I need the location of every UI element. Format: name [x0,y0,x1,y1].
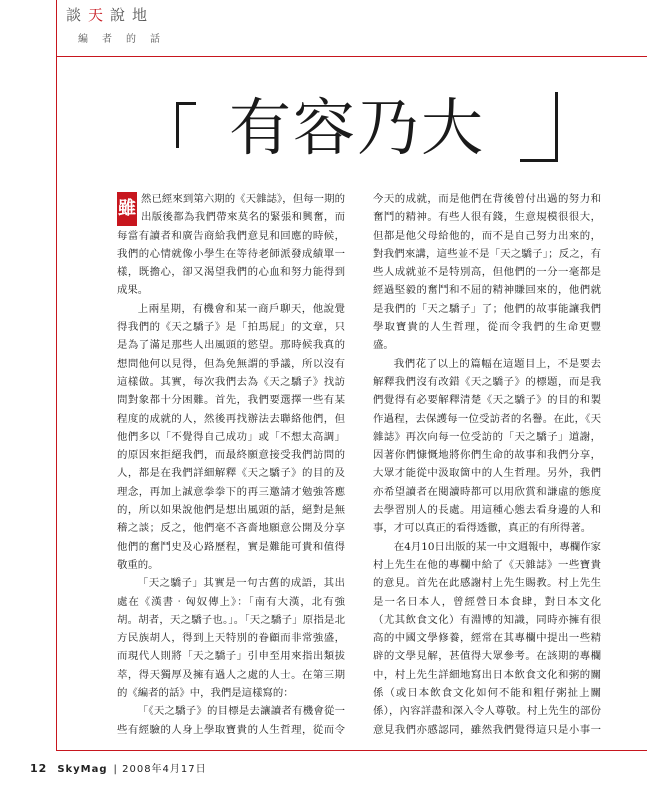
frame-left-rule [56,56,57,750]
section-title-part-1: 談 [66,6,89,24]
section-title-part-2: 說地 [110,6,155,24]
title-close-bracket [520,92,558,162]
article-title [165,88,485,168]
section-title [66,4,154,25]
article-column-right [373,190,601,738]
paragraph-text: 然已經來到第六期的《天雜誌》，但每一期的出版後都為我們帶來莫名的緊張和興奮，而每當有讀者和廣告商給我們意見和回應的時候，我們的心情就像小學生在等待老師派發成績單一樣，既擔心，卻又渴望我們的心血和努力能得到成果。 [117,193,345,297]
page-number: 12 [30,762,48,775]
section-title-accent: 天 [88,6,111,24]
article-title-text: 有容乃大 [229,91,486,164]
paragraph: 在4月10日出版的某一中文週報中，專欄作家村上先生在他的專欄中給了《天雜誌》一些寶貴的意見。首先在此感謝村上先生賜教。村上先生是一名日本人，曾經營日本食肆，對日本文化（尤其飲食文化）有淵博的知識，同時亦擁有很高的中國文學修養，經常在其專欄中提出一些精辟的文學見解，甚值得大眾參考。在該期的專欄中，村上先生詳細地寫出日本飲食文化和粥的關係（或日本飲食文化如何不能和粗仔粥扯上關係），內容詳盡和深入令人尊敬。村上先生的部份意見我們亦感認同，雖然我們覺得這只是小事一 [373,540,601,736]
paragraph [117,190,345,300]
paragraph-quote: 「《天之驕子》的目標是去讓讀者有機會從一些有經驗的人身上學取寶貴的人生哲理，從而令 [117,705,345,736]
article-column-left [117,190,345,738]
header-divider [56,0,57,56]
issue-date: 2008年4月17日 [122,764,207,775]
frame-bottom-rule [56,750,647,751]
paragraph: 我們花了以上的篇幅在這題目上，不是要去解釋我們沒有改錯《天之驕子》的標題，而是我們覺得有必要解釋清楚《天之驕子》的目的和製作過程，去保護每一位受訪者的名譽。在此，《天雜誌》再次向每一位受訪的「天之驕子」道謝，因著你們慷慨地將你們生命的故事和我們分享，大眾才能從中汲取箇中的人生哲理。另外，我們亦希望讀者在閱讀時都可以用欣賞和謙虛的態度去學習別人的長處。用這種心態去看身邊的人和事，才可以真正的看得透徹，真正的有所得著。 [373,357,601,535]
drop-cap: 雖 [117,192,137,226]
paragraph: 今天的成就，而是他們在背後曾付出過的努力和奮鬥的精神。有些人很有錢，生意規模很很大，但都是他父母給他的，而不是自己努力出來的，對我們來講，這些並不是「天之驕子」；反之，有些人成就並不是特別高，但他們的一分一毫都是經過堅毅的奮鬥和不屈的精神賺回來的，他們就是我們的「天之驕子」了；他們的故事能讓我們學取寶貴的人生哲理，從而令我們的生命更豐盛。 [373,193,601,352]
footer-separator: | [113,764,118,775]
paragraph: 「天之驕子」其實是一句古舊的成語，其出處在《漢書‧匈奴傳上》：「南有大漢，北有強胡。胡者，天之驕子也。」。「天之驕子」原指是北方民族胡人，得到上天特別的眷顧而非常強盛，而現代人則將「天之驕子」引申至用來指出類拔萃，得天獨厚及擁有過人之處的人士。在第三期的《編者的話》中，我們是這樣寫的： [117,577,345,700]
page-footer [30,760,207,775]
paragraph: 上兩星期，有機會和某一商戶聊天，他說覺得我們的《天之驕子》是「拍馬屁」的文章，只是為了滿足那些人出風頭的慾望。那時候我真的想問他何以見得，但為免無謂的爭議，所以沒有這樣做。其實，每次我們去為《天之驕子》找訪問對象都十分困難。首先，我們要選擇一些有某程度的成就的人，然後再找辦法去聯絡他們，但他們多以「不覺得自己成功」或「不想太高調」的原因來拒絕我們，而最終願意接受我們訪問的人，都是在我們詳細解釋《天之驕子》的目的及理念，再加上誠意拳拳下的再三邀請才勉強答應的，所以如果說他們是想出風頭的話，絕對是無稽之談；反之，他們毫不吝嗇地願意公開及分享他們的奮鬥史及心路歷程，實是難能可貴和值得敬重的。 [117,302,345,571]
frame-top-rule [56,56,647,57]
magazine-name: SkyMag [57,764,108,775]
section-subtitle: 編者的話 [78,34,174,45]
